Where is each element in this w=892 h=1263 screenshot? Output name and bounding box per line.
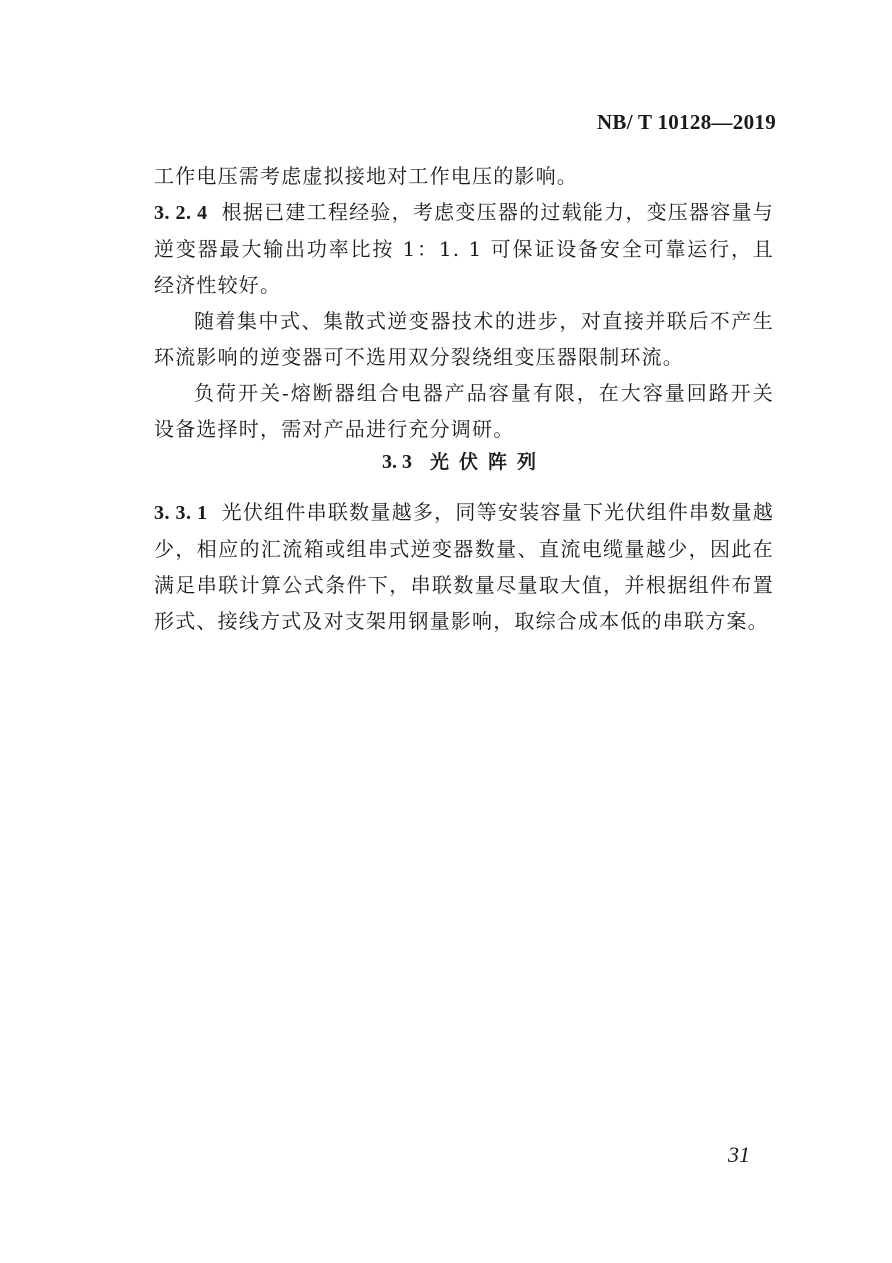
paragraph-switchgear: 负荷开关-熔断器组合电器产品容量有限，在大容量回路开关设备选择时，需对产品进行充分调研。: [154, 381, 774, 441]
section-title: 光伏阵列: [429, 451, 546, 473]
standard-code: NB/ T 10128—2019: [596, 110, 776, 134]
paragraph-inverter: 随着集中式、集散式逆变器技术的进步，对直接并联后不产生环流影响的逆变器可不选用双分裂绕组变压器限制环流。: [154, 309, 774, 369]
body-block-1: [154, 158, 774, 447]
section-number: 3. 3: [381, 451, 412, 473]
clause-3-2-4: [154, 194, 774, 303]
body-block-2: [154, 494, 774, 639]
continuation-paragraph: 工作电压需考虑虚拟接地对工作电压的影响。: [154, 164, 578, 188]
section-heading: [154, 447, 774, 477]
clause-3-3-1: [154, 494, 774, 639]
page-number: 31: [728, 1142, 750, 1167]
clause-number: 3. 2. 4: [154, 202, 208, 224]
clause-text: 光伏组件串联数量越多，同等安装容量下光伏组件串数量越少，相应的汇流箱或组串式逆变器数量、直流电缆量越少，因此在满足串联计算公式条件下，串联数量尽量取大值，并根据组件布置形式、接线方式及对支架用钢量影响，取综合成本低的串联方案。: [154, 500, 774, 633]
clause-text: 根据已建工程经验，考虑变压器的过载能力，变压器容量与逆变器最大输出功率比按 1：1. 1 可保证设备安全可靠运行，且经济性较好。: [154, 200, 774, 297]
clause-number: 3. 3. 1: [154, 502, 208, 524]
